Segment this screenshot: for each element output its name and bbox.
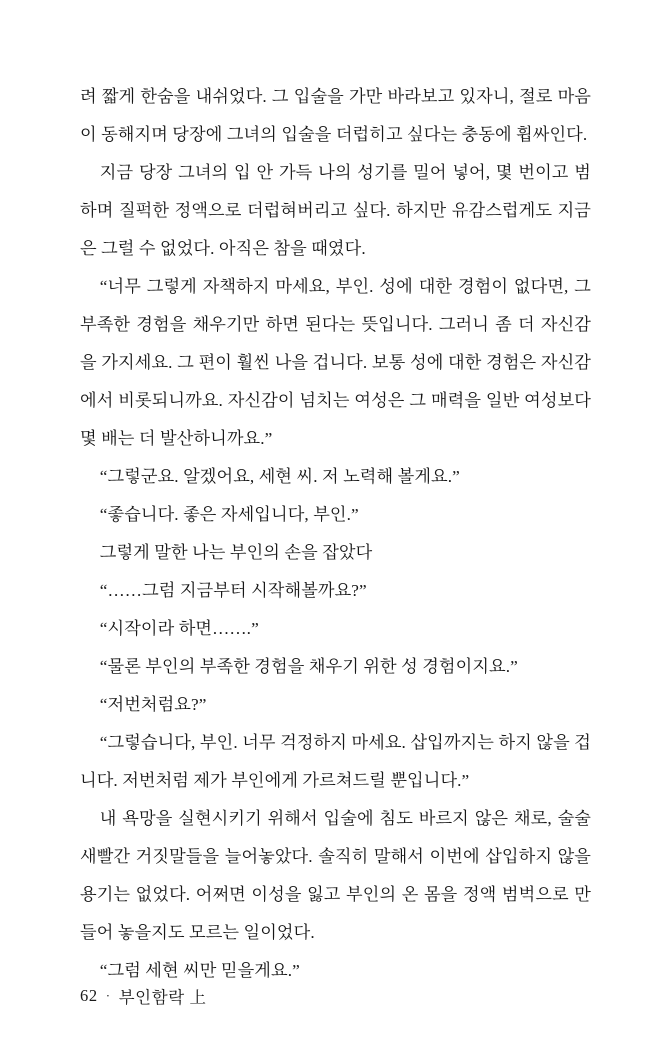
paragraph: “물론 부인의 부족한 경험을 채우기 위한 성 경험이지요.” [99, 657, 518, 676]
paragraph: 내 욕망을 실현시키기 위해서 입술에 침도 바르지 않은 채로, 술술 새빨간 거짓말들을 늘어놓았다. 솔직히 말해서 이번에 삽입하지 않을 용기는 없었다. 어쩌면 이성을 잃고 부인의 온 몸을 정액 범벅으로 만들어 놓을지도 모르는 일이었다. [80, 809, 591, 942]
paragraph: “시작이라 하면…….” [99, 619, 259, 638]
paragraph: “좋습니다. 좋은 자세입니다, 부인.” [99, 505, 359, 524]
page-footer [80, 984, 207, 1008]
paragraph: “저번처럼요?” [99, 695, 207, 714]
paragraph: 지금 당장 그녀의 입 안 가득 나의 성기를 밀어 넣어, 몇 번이고 범하며 질퍽한 정액으로 더럽혀버리고 싶다. 하지만 유감스럽게도 지금은 그럴 수 없었다. 아직은 참을 때였다. [80, 163, 591, 258]
paragraph: “그렇군요. 알겠어요, 세현 씨. 저 노력해 볼게요.” [99, 467, 460, 486]
footer-book-title: 부인함락 上 [118, 988, 207, 1007]
paragraph: 그렇게 말한 나는 부인의 손을 잡았다 [99, 543, 373, 562]
paragraph: 려 짧게 한숨을 내쉬었다. 그 입술을 가만 바라보고 있자니, 절로 마음이 동해지며 당장에 그녀의 입술을 더럽히고 싶다는 충동에 휩싸인다. [80, 87, 591, 144]
footer-separator: · [105, 987, 111, 1003]
page-body [80, 78, 591, 990]
paragraph: “너무 그렇게 자책하지 마세요, 부인. 성에 대한 경험이 없다면, 그 부족한 경험을 채우기만 하면 된다는 뜻입니다. 그러니 좀 더 자신감을 가지세요. 그 편이 훨씬 나을 겁니다. 보통 성에 대한 경험은 자신감에서 비롯되니까요. 자신감이 넘치는 여성은 그 매력을 일반 여성보다 몇 배는 더 발산하니까요.” [80, 277, 591, 448]
paragraph: “……그럼 지금부터 시작해볼까요?” [99, 581, 367, 600]
paragraph: “그렇습니다, 부인. 너무 걱정하지 마세요. 삽입까지는 하지 않을 겁니다. 저번처럼 제가 부인에게 가르쳐드릴 뿐입니다.” [80, 733, 591, 790]
page-number: 62 [80, 986, 98, 1005]
paragraph: “그럼 세현 씨만 믿을게요.” [99, 961, 300, 980]
